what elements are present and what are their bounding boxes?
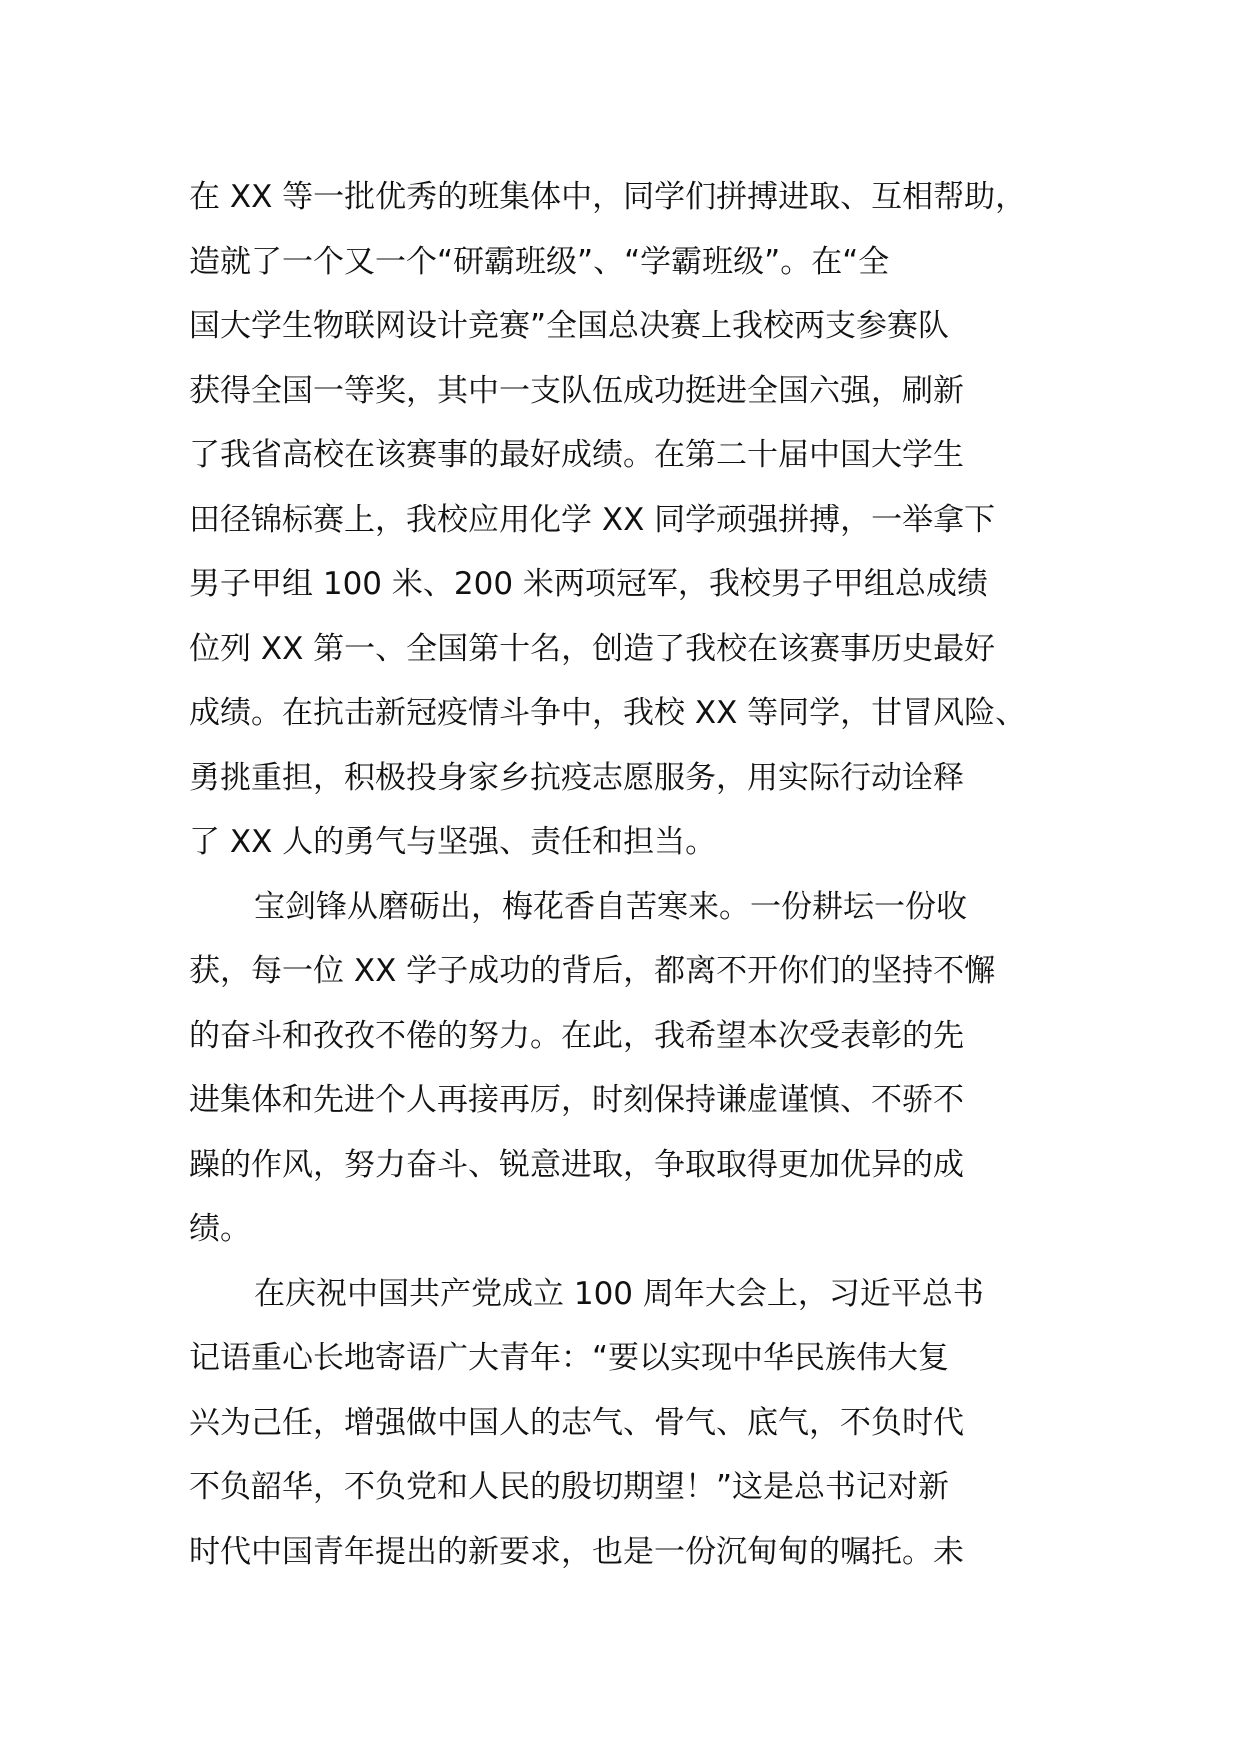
text-line: 获，每一位 XX 学子成功的背后，都离不开你们的坚持不懈 bbox=[189, 953, 996, 989]
text-line: 造就了一个又一个“研霸班级”、“学霸班级”。在“全 bbox=[189, 243, 890, 280]
text-line: 在 XX 等一批优秀的班集体中，同学们拼搏进取、互相帮助， bbox=[189, 179, 1027, 215]
text-line: 躁的作风，努力奋斗、锐意进取，争取取得更加优异的成 bbox=[189, 1146, 964, 1183]
text-line: 的奋斗和孜孜不倦的努力。在此，我希望本次受表彰的先 bbox=[189, 1017, 964, 1054]
document-body bbox=[189, 165, 1069, 1584]
text-line: 不负韶华，不负党和人民的殷切期望！”这是总书记对新 bbox=[189, 1469, 950, 1505]
text-line: 田径锦标赛上，我校应用化学 XX 同学顽强拼搏，一举拿下 bbox=[189, 501, 996, 538]
text-line: 男子甲组 100 米、200 米两项冠军，我校男子甲组总成绩 bbox=[189, 566, 988, 602]
text-line: 了我省高校在该赛事的最好成绩。在第二十届中国大学生 bbox=[189, 437, 964, 473]
text-line: 位列 XX 第一、全国第十名，创造了我校在该赛事历史最好 bbox=[189, 630, 996, 667]
text-line: 绩。 bbox=[189, 1211, 251, 1247]
text-line: 成绩。在抗击新冠疫情斗争中，我校 XX 等同学，甘冒风险、 bbox=[189, 695, 1027, 731]
text-line: 时代中国青年提出的新要求，也是一份沉甸甸的嘱托。未 bbox=[189, 1533, 964, 1570]
text-line: 兴为己任，增强做中国人的志气、骨气、底气，不负时代 bbox=[189, 1404, 964, 1441]
text-line: 勇挑重担，积极投身家乡抗疫志愿服务，用实际行动诠释 bbox=[189, 759, 964, 796]
paragraph-first-line: 宝剑锋从磨砺出，梅花香自苦寒来。一份耕坛一份收 bbox=[254, 888, 967, 925]
text-line: 进集体和先进个人再接再厉，时刻保持谦虚谨慎、不骄不 bbox=[189, 1082, 964, 1118]
text-line: 获得全国一等奖，其中一支队伍成功挺进全国六强，刷新 bbox=[189, 372, 964, 409]
text-line: 记语重心长地寄语广大青年：“要以实现中华民族伟大复 bbox=[189, 1340, 950, 1376]
text-line: 了 XX 人的勇气与坚强、责任和担当。 bbox=[189, 824, 717, 860]
paragraph-first-line: 在庆祝中国共产党成立 100 周年大会上，习近平总书 bbox=[254, 1275, 984, 1312]
text-line: 国大学生物联网设计竞赛”全国总决赛上我校两支参赛队 bbox=[189, 308, 950, 344]
